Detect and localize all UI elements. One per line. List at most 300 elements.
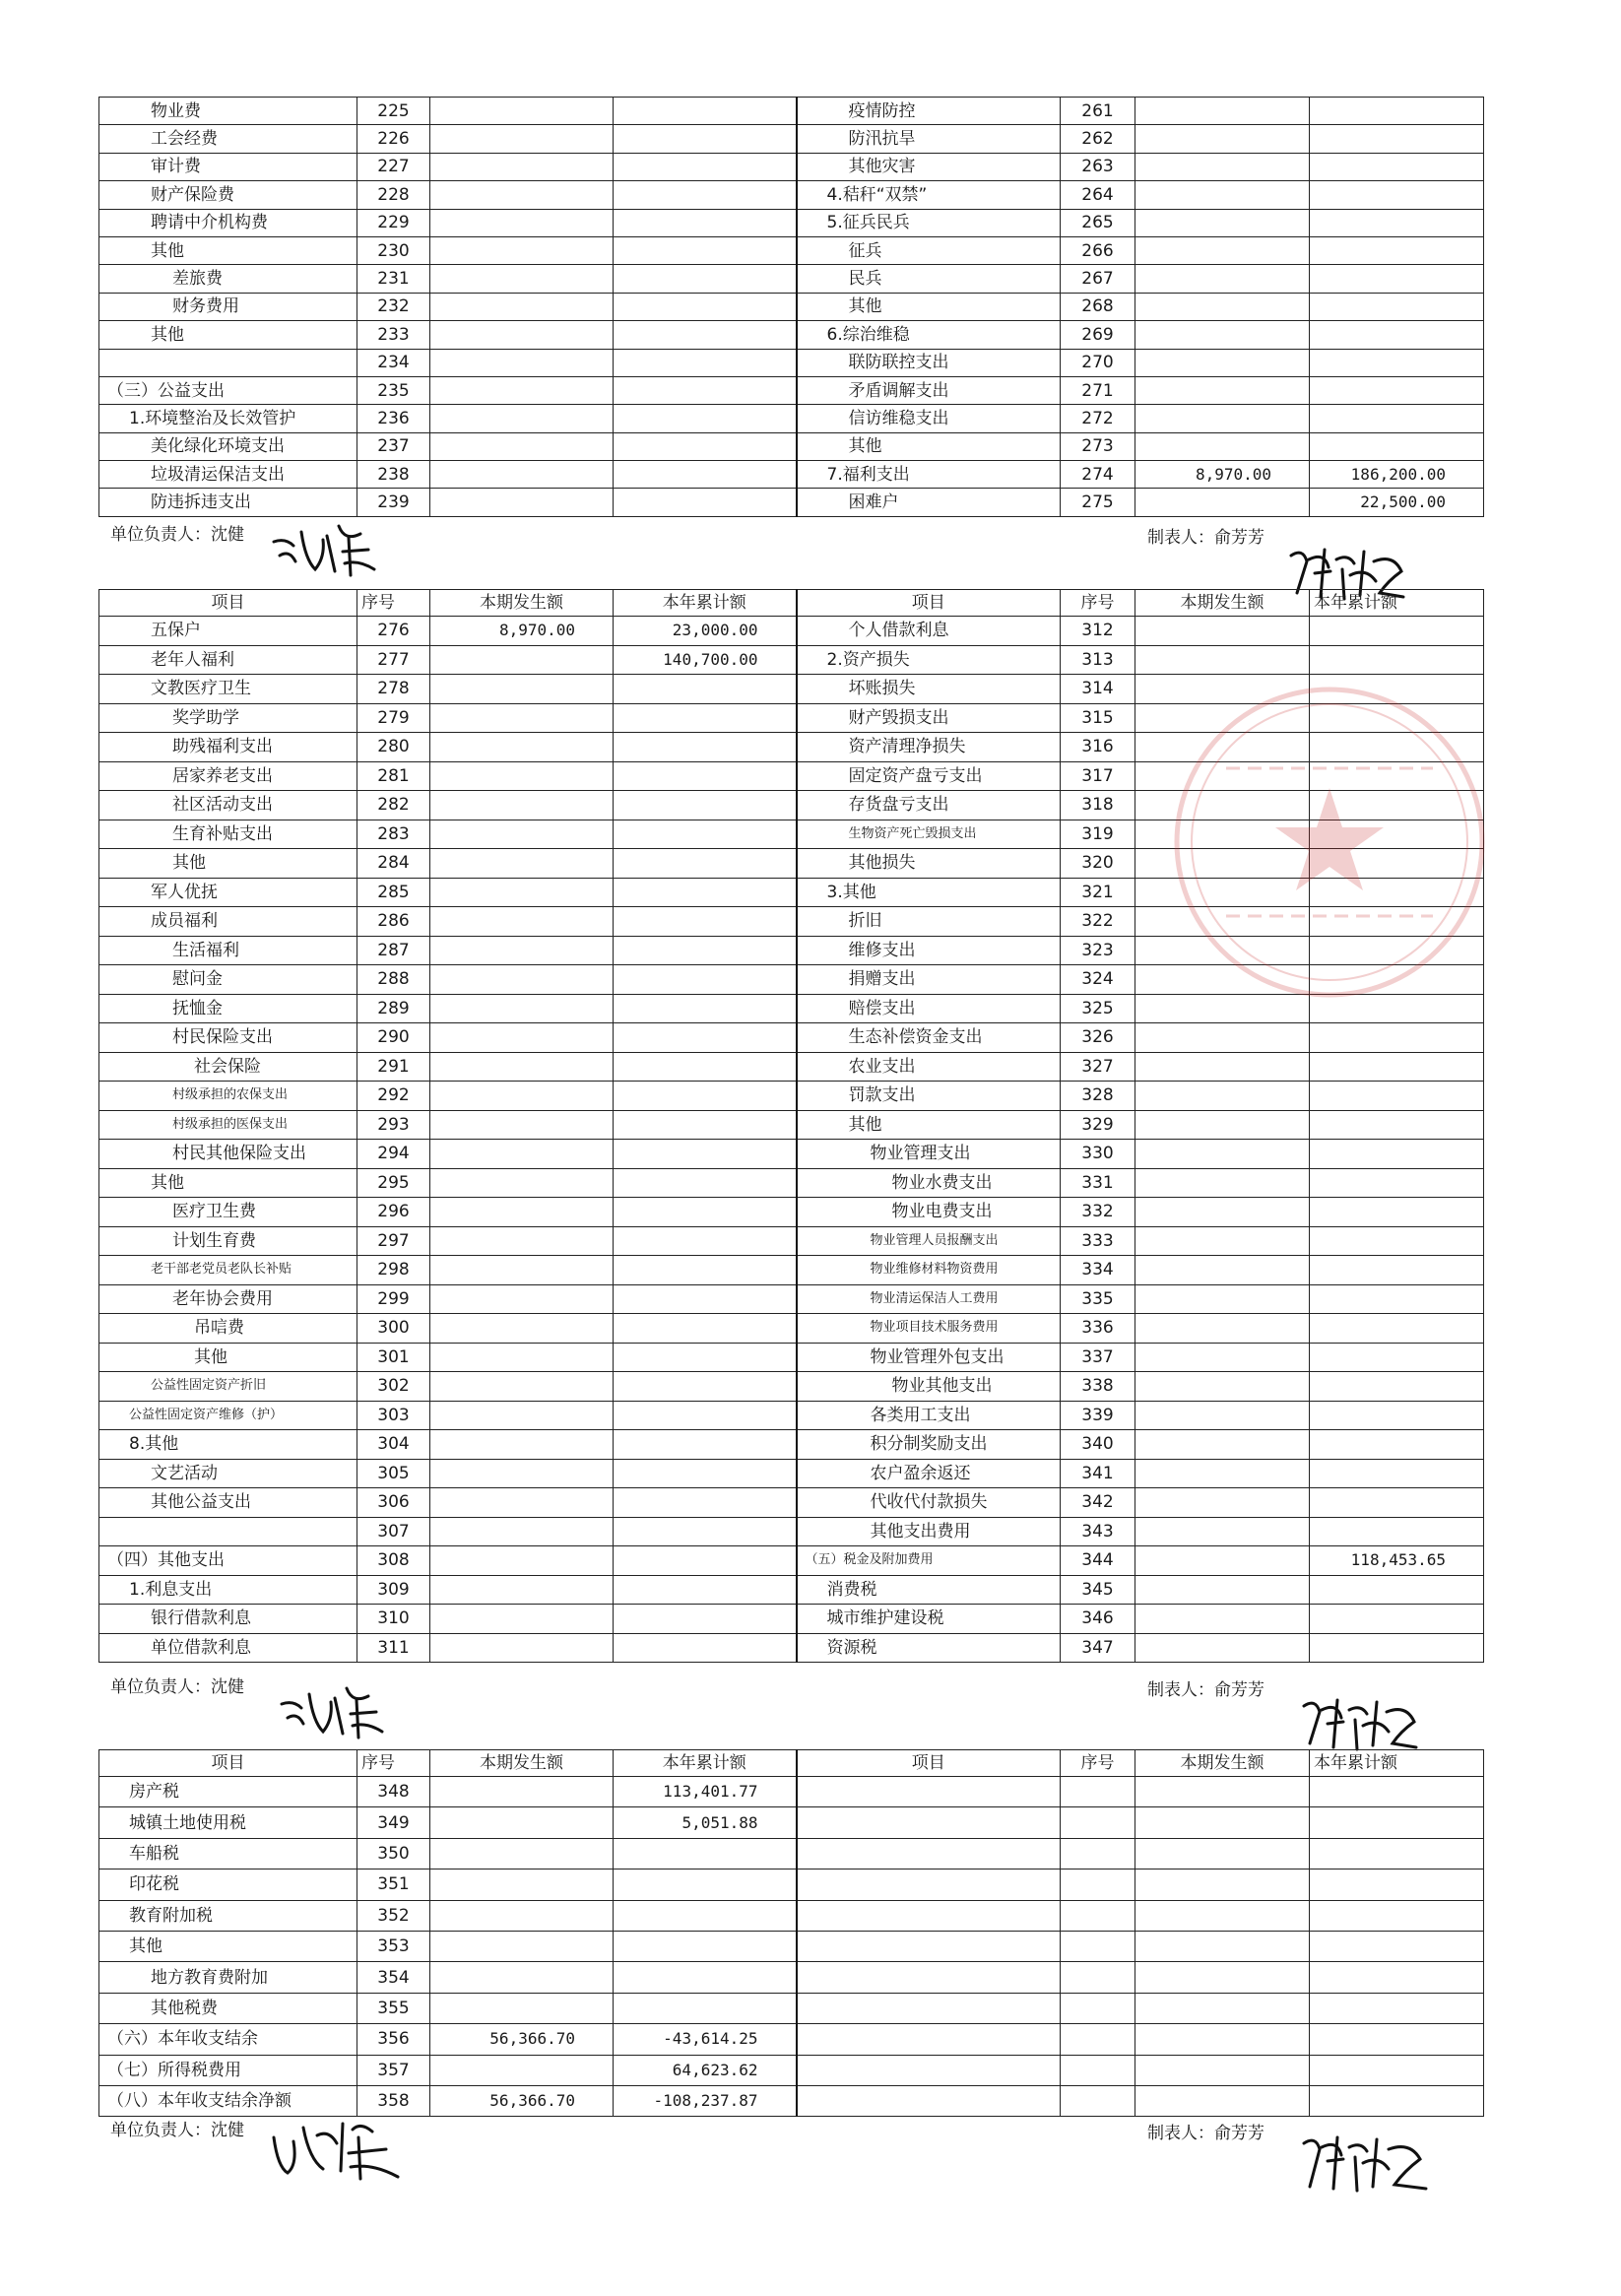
current-amount	[430, 125, 614, 153]
ytd-amount-right	[1310, 1993, 1484, 2023]
seq-number: 233	[357, 321, 430, 349]
current-amount	[430, 98, 614, 125]
item-name-right: 罚款支出	[797, 1082, 1061, 1111]
ytd-amount	[614, 153, 797, 180]
current-amount-right	[1135, 405, 1310, 432]
ytd-amount	[614, 994, 797, 1023]
ytd-amount	[614, 1931, 797, 1961]
item-name-right	[797, 1900, 1061, 1931]
table-row	[99, 1575, 1484, 1605]
current-amount	[430, 878, 614, 907]
seq-number: 356	[357, 2024, 430, 2055]
item-name: 防违拆违支出	[99, 489, 357, 516]
item-name: 吊唁费	[99, 1314, 357, 1344]
current-amount: 56,366.70	[430, 2085, 614, 2116]
item-name-right	[797, 1993, 1061, 2023]
seq-number: 283	[357, 820, 430, 849]
ytd-amount	[614, 1198, 797, 1227]
current-amount-right	[1135, 1488, 1310, 1518]
ytd-amount-right	[1310, 1517, 1484, 1546]
item-name: 财产保险费	[99, 181, 357, 209]
item-name: 车船税	[99, 1838, 357, 1869]
ytd-amount-right	[1310, 1198, 1484, 1227]
current-amount-right	[1135, 1110, 1310, 1140]
ledger-table-1	[98, 97, 1484, 517]
current-amount-right	[1135, 1372, 1310, 1402]
current-amount-right	[1135, 1900, 1310, 1931]
seq-number-right: 346	[1061, 1605, 1135, 1634]
ytd-amount	[614, 349, 797, 376]
current-amount	[430, 293, 614, 320]
item-name-right: 2.资产损失	[797, 645, 1061, 675]
col-header-item: 项目	[99, 590, 357, 617]
current-amount-right	[1135, 1052, 1310, 1082]
current-amount-right	[1135, 1459, 1310, 1488]
ledger-body-1	[99, 98, 1484, 517]
item-name: 医疗卫生费	[99, 1198, 357, 1227]
item-name: 地方教育费附加	[99, 1962, 357, 1993]
ytd-amount-right	[1310, 1082, 1484, 1111]
seq-number-right: 272	[1061, 405, 1135, 432]
seq-number: 226	[357, 125, 430, 153]
unit-head-signature-1	[266, 512, 384, 581]
item-name: 村级承担的医保支出	[99, 1110, 357, 1140]
current-amount	[430, 489, 614, 516]
ytd-amount	[614, 181, 797, 209]
item-name: 其他	[99, 1931, 357, 1961]
ytd-amount-right	[1310, 1962, 1484, 1993]
seq-number-right: 266	[1061, 236, 1135, 264]
seq-number: 299	[357, 1284, 430, 1314]
seq-number: 227	[357, 153, 430, 180]
item-name: 物业费	[99, 98, 357, 125]
seq-number-right: 330	[1061, 1140, 1135, 1169]
current-amount-right	[1135, 236, 1310, 264]
table-row	[99, 1517, 1484, 1546]
current-amount	[430, 376, 614, 404]
seq-number: 277	[357, 645, 430, 675]
current-amount	[430, 1052, 614, 1082]
seq-number: 239	[357, 489, 430, 516]
item-name-right	[797, 1931, 1061, 1961]
table-row	[99, 293, 1484, 320]
item-name: 房产税	[99, 1777, 357, 1807]
item-name-right	[797, 1838, 1061, 1869]
item-name-right: 物业维修材料物资费用	[797, 1256, 1061, 1285]
seq-number-right: 319	[1061, 820, 1135, 849]
table-row	[99, 1931, 1484, 1961]
unit-head-label-3: 单位负责人：沈健	[110, 2121, 244, 2140]
ytd-amount: 23,000.00	[614, 617, 797, 646]
table-row	[99, 1488, 1484, 1518]
seq-number: 288	[357, 965, 430, 995]
current-amount	[430, 1605, 614, 1634]
current-amount-right	[1135, 2024, 1310, 2055]
ytd-amount-right	[1310, 1459, 1484, 1488]
current-amount	[430, 1517, 614, 1546]
current-amount-right	[1135, 349, 1310, 376]
seq-number-right	[1061, 2024, 1135, 2055]
seq-number-right: 264	[1061, 181, 1135, 209]
item-name: 计划生育费	[99, 1226, 357, 1256]
seq-number-right: 341	[1061, 1459, 1135, 1488]
current-amount-right	[1135, 2055, 1310, 2085]
current-amount	[430, 1870, 614, 1900]
table-row	[99, 1140, 1484, 1169]
table-row	[99, 1993, 1484, 2023]
current-amount	[430, 1900, 614, 1931]
seq-number: 232	[357, 293, 430, 320]
item-name: 聘请中介机构费	[99, 209, 357, 236]
current-amount-right	[1135, 1343, 1310, 1372]
item-name-right: 固定资产盘亏支出	[797, 761, 1061, 791]
seq-number: 235	[357, 376, 430, 404]
ytd-amount	[614, 432, 797, 460]
ytd-amount-right	[1310, 265, 1484, 293]
ytd-amount-right	[1310, 1807, 1484, 1838]
item-name-right	[797, 1777, 1061, 1807]
item-name-right: 物业管理人员报酬支出	[797, 1226, 1061, 1256]
item-name-right: 物业其他支出	[797, 1372, 1061, 1402]
item-name-right: 资源税	[797, 1633, 1061, 1663]
item-name: （七）所得税费用	[99, 2055, 357, 2085]
ytd-amount	[614, 965, 797, 995]
current-amount	[430, 1284, 614, 1314]
current-amount	[430, 1372, 614, 1402]
table-row	[99, 1314, 1484, 1344]
item-name	[99, 349, 357, 376]
seq-number-right: 268	[1061, 293, 1135, 320]
ytd-amount	[614, 321, 797, 349]
ytd-amount: 64,623.62	[614, 2055, 797, 2085]
ytd-amount-right	[1310, 209, 1484, 236]
ytd-amount	[614, 1575, 797, 1605]
current-amount-right	[1135, 1314, 1310, 1344]
ytd-amount: 5,051.88	[614, 1807, 797, 1838]
current-amount-right: 8,970.00	[1135, 461, 1310, 489]
seq-number: 354	[357, 1962, 430, 1993]
table-row	[99, 1962, 1484, 1993]
item-name: 其他	[99, 321, 357, 349]
seq-number-right	[1061, 1777, 1135, 1807]
current-amount	[430, 733, 614, 762]
item-name: 城镇土地使用税	[99, 1807, 357, 1838]
current-amount	[430, 761, 614, 791]
current-amount	[430, 1198, 614, 1227]
item-name: 银行借款利息	[99, 1605, 357, 1634]
current-amount	[430, 1226, 614, 1256]
current-amount: 56,366.70	[430, 2024, 614, 2055]
seq-number: 305	[357, 1459, 430, 1488]
item-name-right: 城市维护建设税	[797, 1605, 1061, 1634]
current-amount-right	[1135, 1807, 1310, 1838]
seq-number-right: 265	[1061, 209, 1135, 236]
current-amount	[430, 1082, 614, 1111]
current-amount-right	[1135, 1777, 1310, 1807]
ytd-amount-right	[1310, 376, 1484, 404]
current-amount	[430, 1488, 614, 1518]
current-amount	[430, 703, 614, 733]
current-amount-right	[1135, 153, 1310, 180]
item-name-right: 其他	[797, 293, 1061, 320]
item-name: （八）本年收支结余净额	[99, 2085, 357, 2116]
current-amount	[430, 1962, 614, 1993]
item-name: 社会保险	[99, 1052, 357, 1082]
current-amount: 8,970.00	[430, 617, 614, 646]
seq-number: 287	[357, 936, 430, 965]
col-header-current: 本期发生额	[430, 590, 614, 617]
item-name-right: 矛盾调解支出	[797, 376, 1061, 404]
current-amount	[430, 1575, 614, 1605]
item-name: 其他	[99, 1168, 357, 1198]
table-row	[99, 181, 1484, 209]
ytd-amount-right	[1310, 1870, 1484, 1900]
current-amount	[430, 791, 614, 820]
seq-number: 289	[357, 994, 430, 1023]
current-amount	[430, 236, 614, 264]
current-amount	[430, 994, 614, 1023]
table-row	[99, 405, 1484, 432]
current-amount	[430, 675, 614, 704]
table-row	[99, 461, 1484, 489]
item-name-right: 物业清运保洁人工费用	[797, 1284, 1061, 1314]
seq-number-right: 313	[1061, 645, 1135, 675]
ytd-amount-right	[1310, 1110, 1484, 1140]
seq-number: 281	[357, 761, 430, 791]
current-amount	[430, 1993, 614, 2023]
table-row	[99, 153, 1484, 180]
seq-number-right: 318	[1061, 791, 1135, 820]
item-name: 8.其他	[99, 1430, 357, 1460]
seq-number: 229	[357, 209, 430, 236]
col-header-item: 项目	[99, 1750, 357, 1777]
ytd-amount-right	[1310, 125, 1484, 153]
current-amount-right	[1135, 181, 1310, 209]
table-row	[99, 1900, 1484, 1931]
seq-number-right: 347	[1061, 1633, 1135, 1663]
item-name-right: 物业电费支出	[797, 1198, 1061, 1227]
seq-number: 296	[357, 1198, 430, 1227]
current-amount-right	[1135, 1870, 1310, 1900]
ytd-amount-right	[1310, 1605, 1484, 1634]
item-name-right: 生态补偿资金支出	[797, 1023, 1061, 1053]
item-name-right: 5.征兵民兵	[797, 209, 1061, 236]
seq-number: 231	[357, 265, 430, 293]
ytd-amount-right	[1310, 1633, 1484, 1663]
ytd-amount	[614, 209, 797, 236]
table-row	[99, 265, 1484, 293]
seq-number: 285	[357, 878, 430, 907]
current-amount	[430, 965, 614, 995]
seq-number: 291	[357, 1052, 430, 1082]
item-name: 老年人福利	[99, 645, 357, 675]
seq-number-right: 274	[1061, 461, 1135, 489]
item-name-right: （五）税金及附加费用	[797, 1546, 1061, 1576]
current-amount-right	[1135, 376, 1310, 404]
ytd-amount	[614, 849, 797, 879]
seq-number-right: 345	[1061, 1575, 1135, 1605]
item-name-right: 财产毁损支出	[797, 703, 1061, 733]
current-amount-right	[1135, 98, 1310, 125]
ytd-amount	[614, 1226, 797, 1256]
current-amount	[430, 1110, 614, 1140]
item-name-right: 防汛抗旱	[797, 125, 1061, 153]
current-amount	[430, 432, 614, 460]
table-row	[99, 1284, 1484, 1314]
seq-number: 280	[357, 733, 430, 762]
current-amount	[430, 405, 614, 432]
seq-number: 350	[357, 1838, 430, 1869]
seq-number: 304	[357, 1430, 430, 1460]
header-row-2	[99, 590, 1484, 617]
ytd-amount	[614, 1459, 797, 1488]
seq-number-right	[1061, 1870, 1135, 1900]
ytd-amount	[614, 1023, 797, 1053]
table-row	[99, 2024, 1484, 2055]
ledger-body-3	[99, 1777, 1484, 2117]
item-name: 生活福利	[99, 936, 357, 965]
current-amount-right	[1135, 265, 1310, 293]
seq-number-right: 323	[1061, 936, 1135, 965]
current-amount	[430, 1023, 614, 1053]
current-amount-right	[1135, 1168, 1310, 1198]
seq-number: 358	[357, 2085, 430, 2116]
header-row-3	[99, 1750, 1484, 1777]
table-row	[99, 1870, 1484, 1900]
item-name-right: 消费税	[797, 1575, 1061, 1605]
ytd-amount	[614, 1488, 797, 1518]
item-name: 老干部老党员老队长补贴	[99, 1256, 357, 1285]
ytd-amount	[614, 1343, 797, 1372]
item-name-right: 其他	[797, 432, 1061, 460]
ytd-amount	[614, 489, 797, 516]
item-name-right: 农业支出	[797, 1052, 1061, 1082]
seq-number: 286	[357, 907, 430, 937]
ytd-amount: 140,700.00	[614, 645, 797, 675]
item-name: 审计费	[99, 153, 357, 180]
ytd-amount	[614, 265, 797, 293]
col-header-ytd: 本年累计额	[614, 1750, 797, 1777]
ytd-amount-right	[1310, 645, 1484, 675]
seq-number-right: 331	[1061, 1168, 1135, 1198]
ytd-amount	[614, 1517, 797, 1546]
seq-number: 301	[357, 1343, 430, 1372]
seq-number: 298	[357, 1256, 430, 1285]
item-name-right: 存货盘亏支出	[797, 791, 1061, 820]
item-name: 其他	[99, 849, 357, 879]
table-row	[99, 1082, 1484, 1111]
item-name-right: 7.福利支出	[797, 461, 1061, 489]
item-name: 抚恤金	[99, 994, 357, 1023]
item-name: 财务费用	[99, 293, 357, 320]
unit-head-label-2: 单位负责人：沈健	[110, 1677, 244, 1697]
seq-number: 284	[357, 849, 430, 879]
ytd-amount	[614, 1870, 797, 1900]
current-amount-right	[1135, 1198, 1310, 1227]
item-name-right: 捐赠支出	[797, 965, 1061, 995]
current-amount	[430, 209, 614, 236]
ytd-amount	[614, 1140, 797, 1169]
item-name: 村民其他保险支出	[99, 1140, 357, 1169]
col-header-seq: 序号	[357, 1750, 430, 1777]
current-amount-right	[1135, 1226, 1310, 1256]
ytd-amount	[614, 733, 797, 762]
current-amount-right	[1135, 1993, 1310, 2023]
seq-number: 225	[357, 98, 430, 125]
seq-number-right: 329	[1061, 1110, 1135, 1140]
current-amount	[430, 1256, 614, 1285]
ytd-amount-right: 186,200.00	[1310, 461, 1484, 489]
item-name: 1.利息支出	[99, 1575, 357, 1605]
ytd-amount	[614, 1605, 797, 1634]
seq-number: 349	[357, 1807, 430, 1838]
item-name: 村民保险支出	[99, 1023, 357, 1053]
ytd-amount	[614, 236, 797, 264]
item-name-right: 其他	[797, 1110, 1061, 1140]
table-row	[99, 645, 1484, 675]
seq-number-right: 275	[1061, 489, 1135, 516]
current-amount-right	[1135, 125, 1310, 153]
ytd-amount-right	[1310, 1575, 1484, 1605]
col-header-item-right: 项目	[797, 1750, 1061, 1777]
ytd-amount-right	[1310, 98, 1484, 125]
ytd-amount	[614, 1052, 797, 1082]
seq-number: 302	[357, 1372, 430, 1402]
ytd-amount	[614, 461, 797, 489]
col-header-seq: 序号	[357, 590, 430, 617]
preparer-label-3: 制表人：俞芳芳	[1147, 2124, 1264, 2143]
item-name-right: 代收代付款损失	[797, 1488, 1061, 1518]
item-name-right: 物业管理支出	[797, 1140, 1061, 1169]
current-amount	[430, 1168, 614, 1198]
table-row	[99, 1168, 1484, 1198]
item-name-right: 维修支出	[797, 936, 1061, 965]
table-row	[99, 98, 1484, 125]
table-row	[99, 1023, 1484, 1053]
seq-number-right: 312	[1061, 617, 1135, 646]
item-name: 居家养老支出	[99, 761, 357, 791]
table-row	[99, 321, 1484, 349]
current-amount-right	[1135, 2085, 1310, 2116]
current-amount	[430, 1401, 614, 1430]
item-name-right: 坏账损失	[797, 675, 1061, 704]
ytd-amount-right: 118,453.65	[1310, 1546, 1484, 1576]
item-name-right: 个人借款利息	[797, 617, 1061, 646]
col-header-ytd-right: 本年累计额	[1310, 590, 1484, 617]
current-amount	[430, 265, 614, 293]
item-name-right: 其他损失	[797, 849, 1061, 879]
item-name-right: 物业管理外包支出	[797, 1343, 1061, 1372]
item-name-right: 物业水费支出	[797, 1168, 1061, 1198]
col-header-current: 本期发生额	[430, 1750, 614, 1777]
col-header-current-right: 本期发生额	[1135, 1750, 1310, 1777]
seq-number-right	[1061, 2055, 1135, 2085]
col-header-seq-right: 序号	[1061, 590, 1135, 617]
table-row	[99, 1052, 1484, 1082]
table-row	[99, 1546, 1484, 1576]
ytd-amount: -108,237.87	[614, 2085, 797, 2116]
ytd-amount-right	[1310, 2055, 1484, 2085]
item-name: 成员福利	[99, 907, 357, 937]
item-name: （六）本年收支结余	[99, 2024, 357, 2055]
ytd-amount	[614, 1993, 797, 2023]
seq-number-right	[1061, 1962, 1135, 1993]
item-name-right: 联防联控支出	[797, 349, 1061, 376]
current-amount-right	[1135, 1931, 1310, 1961]
ytd-amount-right	[1310, 2024, 1484, 2055]
current-amount-right	[1135, 645, 1310, 675]
item-name: 教育附加税	[99, 1900, 357, 1931]
